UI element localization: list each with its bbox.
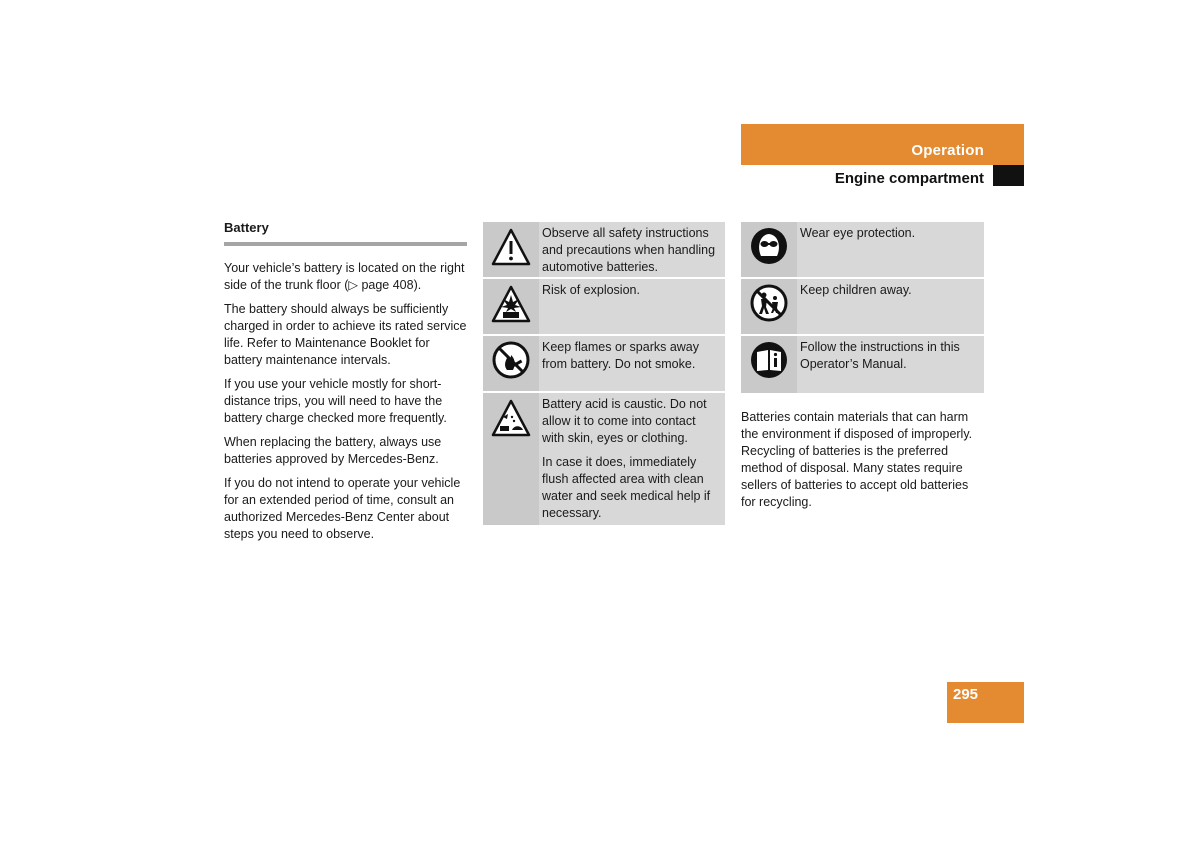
no-flames-icon xyxy=(483,336,539,391)
page-number-box xyxy=(947,682,1024,723)
battery-paragraph: If you do not intend to operate your vehicle for an extended period of time, consult an authorized Mercedes-Benz Center about steps you need to observe. xyxy=(224,476,461,541)
warning-text: Wear eye protection. xyxy=(800,226,916,240)
warning-row xyxy=(483,222,725,279)
warning-text: Observe all safety instructions and precautions when handling automotive batteries. xyxy=(542,226,716,274)
disposal-note: Batteries contain materials that can harm the environment if disposed of improperly. Recycling of batteries is the preferred method of disposal. Many states require sellers of batteries to accept old batteries for recycling. xyxy=(741,410,973,509)
section-title: Operation xyxy=(911,142,984,159)
warning-text: Keep flames or sparks away from battery. Do not smoke. xyxy=(542,340,700,371)
warning-row xyxy=(483,336,725,393)
warnings-table-right xyxy=(741,222,984,393)
keep-children-away-icon xyxy=(741,279,797,334)
heading-rule xyxy=(224,242,467,246)
warning-text: In case it does, immediately flush affected area with clean water and seek medical help if necessary. xyxy=(542,455,711,520)
battery-section xyxy=(224,220,467,550)
warning-row xyxy=(483,393,725,525)
caustic-acid-icon xyxy=(483,393,539,525)
warning-text: Follow the instructions in this Operator’s Manual. xyxy=(800,340,960,371)
battery-heading: Battery xyxy=(224,220,269,235)
page-number: 295 xyxy=(953,686,979,703)
warning-text: Battery acid is caustic. Do not allow it to come into contact with skin, eyes or clothing. xyxy=(542,397,707,445)
battery-paragraph: Your vehicle’s battery is located on the right side of the trunk floor (▷ page 408). xyxy=(224,261,465,292)
battery-paragraph: The battery should always be sufficiently charged in order to achieve its rated service life. Refer to Maintenance Booklet for battery maintenance intervals. xyxy=(224,302,467,367)
operators-manual-icon xyxy=(741,336,797,393)
warning-text: Keep children away. xyxy=(800,283,912,297)
warning-row xyxy=(483,279,725,336)
warning-text-group xyxy=(539,393,725,525)
explosion-icon xyxy=(483,279,539,334)
warning-text: Risk of explosion. xyxy=(542,283,640,297)
section-header-bar xyxy=(741,124,1024,165)
eye-protection-icon xyxy=(741,222,797,277)
warning-row xyxy=(741,336,984,393)
warning-triangle-icon xyxy=(483,222,539,277)
battery-paragraph: If you use your vehicle mostly for short-distance trips, you will need to have the battery charge checked more frequently. xyxy=(224,377,447,425)
subsection-marker xyxy=(993,165,1024,186)
subsection-title: Engine compartment xyxy=(834,170,984,187)
warning-row xyxy=(741,222,984,279)
warning-row xyxy=(741,279,984,336)
warnings-table-left xyxy=(483,222,725,525)
battery-paragraph: When replacing the battery, always use batteries approved by Mercedes-Benz. xyxy=(224,435,442,466)
